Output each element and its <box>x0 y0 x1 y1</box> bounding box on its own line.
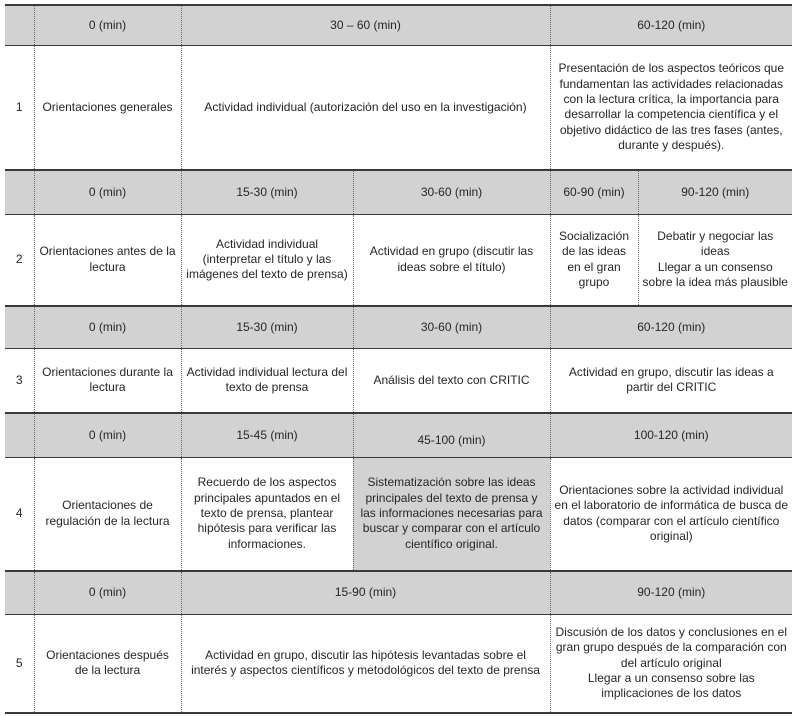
time-header: 0 (min) <box>34 5 181 45</box>
time-header: 0 (min) <box>34 413 181 457</box>
activity-cell: Actividad en grupo (discutir las ideas sobre el título) <box>353 214 550 306</box>
activity-cell: Actividad individual (autorización del uso en la investigación) <box>181 45 550 170</box>
row-number: 5 <box>15 655 23 670</box>
phase-cell: Orientaciones de regulación de la lectura <box>34 457 181 571</box>
time-header: 0 (min) <box>34 170 181 214</box>
activity-line: Llegar a un consenso sobre la idea más plausible <box>642 259 788 290</box>
time-header: 30-60 (min) <box>353 170 550 214</box>
section-2-header-row <box>5 170 792 214</box>
activity-cell: Actividad en grupo, discutir las ideas a partir del CRITIC <box>550 348 792 413</box>
section-3-row <box>5 348 792 413</box>
activity-cell <box>550 614 792 713</box>
time-header: 15-90 (min) <box>181 571 550 614</box>
row-number: 4 <box>15 506 23 521</box>
time-header: 30 – 60 (min) <box>181 5 550 45</box>
activity-cell: Recuerdo de los aspectos principales apuntados en el texto de prensa, plantear hipótesis para verificar las informaciones. <box>181 457 353 571</box>
section-2-row <box>5 214 792 306</box>
time-header: 15-30 (min) <box>181 170 353 214</box>
time-header: 90-120 (min) <box>638 170 792 214</box>
row-number-spacer <box>5 413 34 457</box>
time-header: 100-120 (min) <box>550 413 792 457</box>
activity-cell: Actividad en grupo, discutir las hipótesis levantadas sobre el interés y aspectos científicos y metodológicos del texto de prensa <box>181 614 550 713</box>
row-number: 1 <box>15 99 23 114</box>
time-header: 15-30 (min) <box>181 306 353 348</box>
row-number: 3 <box>15 372 23 387</box>
section-3-header-row <box>5 306 792 348</box>
time-header: 30-60 (min) <box>353 306 550 348</box>
phase-cell: Orientaciones durante la lectura <box>34 348 181 413</box>
activity-line: Discusión de los datos y conclusiones en el gran grupo después de la comparación con del artículo original <box>555 624 787 670</box>
activity-schedule-table <box>5 4 792 714</box>
time-header: 0 (min) <box>34 571 181 614</box>
activity-cell <box>638 214 792 306</box>
time-header: 60-120 (min) <box>550 5 792 45</box>
row-number-spacer <box>5 5 34 45</box>
section-4-header-row <box>5 413 792 457</box>
time-header: 60-90 (min) <box>550 170 638 214</box>
activity-cell: Análisis del texto con CRITIC <box>353 348 550 413</box>
activity-cell: Orientaciones sobre la actividad individual en el laboratorio de informática de busca de datos (comparar con el artículo científico original) <box>550 457 792 571</box>
activity-cell: Socialización de las ideas en el gran grupo <box>550 214 638 306</box>
phase-cell: Orientaciones después de la lectura <box>34 614 181 713</box>
time-header: 45-100 (min) <box>353 413 550 457</box>
phase-cell: Orientaciones antes de la lectura <box>34 214 181 306</box>
activity-cell: Actividad individual (interpretar el título y las imágenes del texto de prensa) <box>181 214 353 306</box>
time-header: 15-45 (min) <box>181 413 353 457</box>
row-number-spacer <box>5 571 34 614</box>
section-5-header-row <box>5 571 792 614</box>
activity-line: Debatir y negociar las ideas <box>657 229 774 259</box>
activity-cell-highlighted: Sistematización sobre las ideas principales del texto de prensa y las informaciones necesarias para buscar y comparar con el artículo científico original. <box>353 457 550 571</box>
time-header: 90-120 (min) <box>550 571 792 614</box>
time-header: 60-120 (min) <box>550 306 792 348</box>
section-5-row <box>5 614 792 713</box>
activity-cell: Presentación de los aspectos teóricos que fundamentan las actividades relacionadas con la lectura crítica, la importancia para desarrollar la competencia científica y el objetivo didáctico de las tres fases (antes, durante y después). <box>550 45 792 170</box>
section-4-row <box>5 457 792 571</box>
time-header: 0 (min) <box>34 306 181 348</box>
activity-line: Llegar a un consenso sobre las implicaciones de los datos <box>587 670 755 701</box>
row-number-spacer <box>5 306 34 348</box>
row-number-spacer <box>5 170 34 214</box>
section-1-row <box>5 45 792 170</box>
activity-cell: Actividad individual lectura del texto de prensa <box>181 348 353 413</box>
phase-cell: Orientaciones generales <box>34 45 181 170</box>
section-1-header-row <box>5 5 792 45</box>
row-number: 2 <box>15 252 23 267</box>
